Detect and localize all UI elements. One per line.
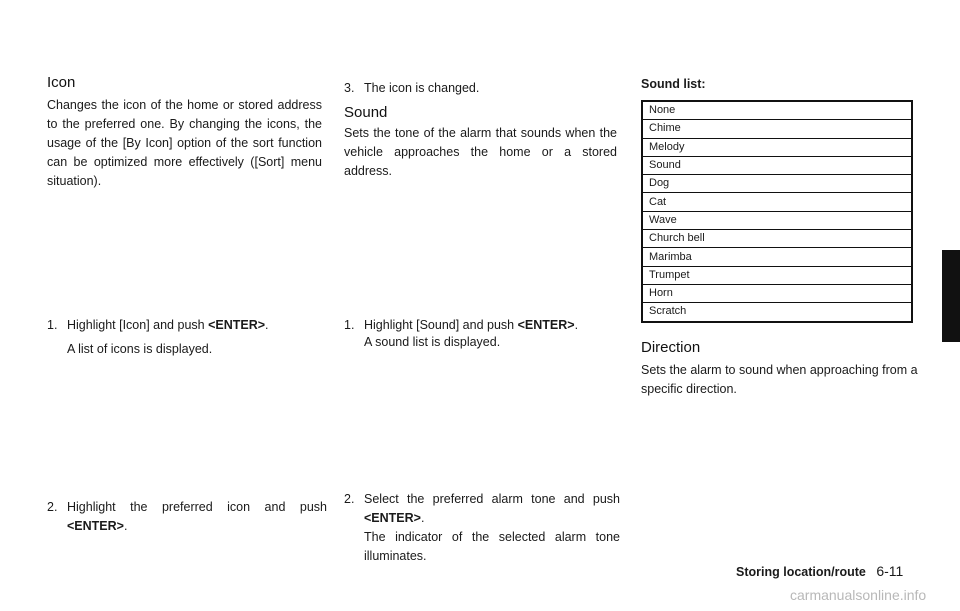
footer-section-title: Storing location/route xyxy=(736,565,866,579)
table-row xyxy=(642,120,912,138)
watermark: carmanualsonline.info xyxy=(790,587,927,603)
step-number: 2. xyxy=(47,500,58,514)
step-text: Select the preferred alarm tone and push xyxy=(364,492,620,506)
table-row xyxy=(642,138,912,156)
table-row xyxy=(642,230,912,248)
sound-option: Sound xyxy=(642,156,912,174)
sound-step-2-result: The indicator of the selected alarm tone illuminates. xyxy=(364,530,620,563)
table-row xyxy=(642,175,912,193)
step-end: . xyxy=(123,519,128,533)
sound-description: Sets the tone of the alarm that sounds when the vehicle approaches the home or a stored address. xyxy=(344,126,617,178)
step-text: Highlight [Icon] and push xyxy=(67,318,209,332)
sound-option: Dog xyxy=(642,175,912,193)
table-row xyxy=(642,248,912,266)
table-row xyxy=(642,101,912,120)
icon-step-1 xyxy=(47,316,327,335)
icon-step-3 xyxy=(344,79,624,98)
direction-heading: Direction xyxy=(641,339,701,356)
table-row xyxy=(642,156,912,174)
chapter-tab-marker xyxy=(942,250,960,342)
table-row xyxy=(642,211,912,229)
step-text: Highlight [Sound] and push xyxy=(364,318,518,332)
sound-option: Cat xyxy=(642,193,912,211)
step-end: . xyxy=(574,318,579,332)
step-text: The icon is changed. xyxy=(364,81,480,95)
sound-option: Horn xyxy=(642,284,912,302)
sound-option: Marimba xyxy=(642,248,912,266)
sound-heading: Sound xyxy=(344,104,388,121)
sound-list-table xyxy=(641,100,913,323)
step-number: 1. xyxy=(344,318,355,332)
enter-key: <ENTER> xyxy=(517,318,575,332)
sound-option: Melody xyxy=(642,138,912,156)
sound-list-title: Sound list: xyxy=(641,77,706,91)
sound-option: Chime xyxy=(642,120,912,138)
table-row xyxy=(642,284,912,302)
step-number: 3. xyxy=(344,81,355,95)
table-row xyxy=(642,303,912,322)
sound-option: Church bell xyxy=(642,230,912,248)
icon-description: Changes the icon of the home or stored address to the preferred one. By changing the icons, the usage of the [By Icon] option of the sort function can be optimized more effectively ([Sort] menu situation). xyxy=(47,98,322,188)
step-end: . xyxy=(420,511,425,525)
sound-option: None xyxy=(649,104,676,117)
enter-key: <ENTER> xyxy=(208,318,266,332)
footer-page-number: 6-11 xyxy=(876,563,904,579)
icon-step-2 xyxy=(47,498,327,536)
sound-step-2 xyxy=(344,490,620,528)
table-row xyxy=(642,266,912,284)
step-text: Highlight the preferred icon and push xyxy=(67,500,327,514)
enter-key: <ENTER> xyxy=(67,519,124,533)
page-footer xyxy=(736,563,903,581)
sound-option: Trumpet xyxy=(642,266,912,284)
table-row xyxy=(642,193,912,211)
step-end: . xyxy=(265,318,269,332)
icon-step-1-result: A list of icons is displayed. xyxy=(67,342,213,356)
sound-option: Wave xyxy=(642,211,912,229)
sound-option: Scratch xyxy=(642,303,912,322)
enter-key: <ENTER> xyxy=(364,511,421,525)
step-number: 1. xyxy=(47,318,58,332)
sound-step-1-result: A sound list is displayed. xyxy=(364,335,501,349)
icon-heading: Icon xyxy=(47,74,76,91)
direction-description: Sets the alarm to sound when approaching from a specific direction. xyxy=(641,363,918,396)
step-number: 2. xyxy=(344,492,355,506)
